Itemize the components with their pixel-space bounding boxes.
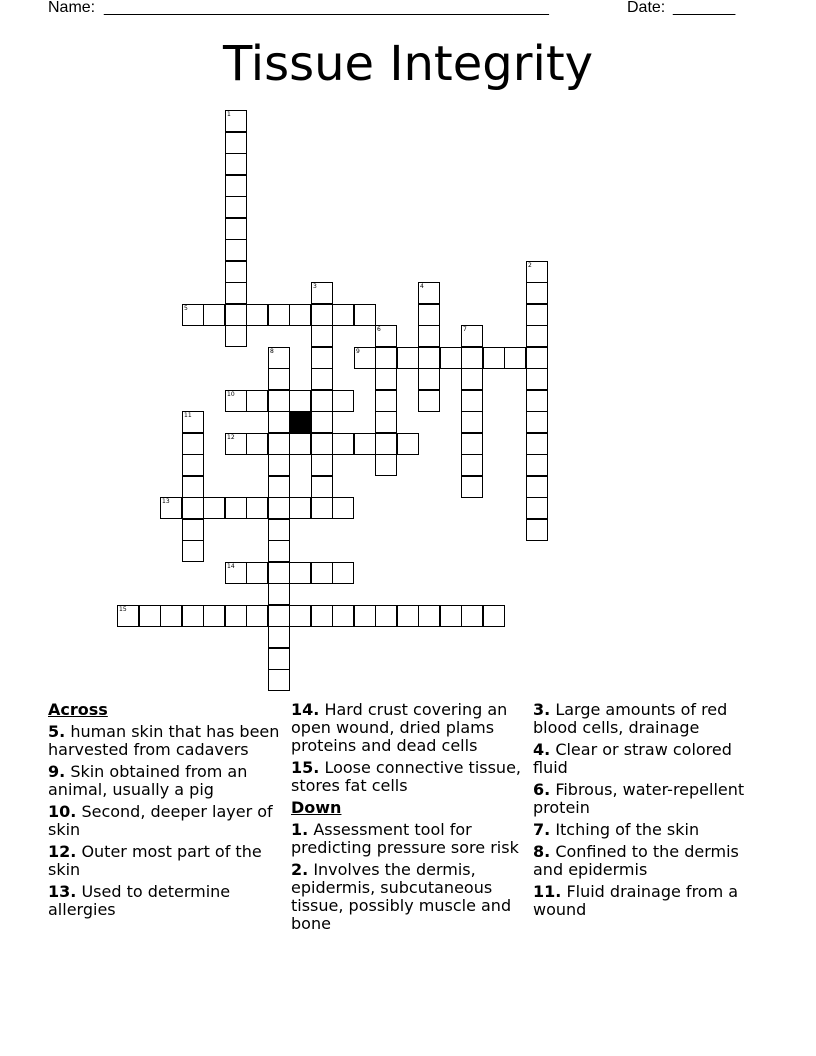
date-label: Date: — [627, 0, 666, 16]
grid-cell[interactable] — [354, 605, 376, 627]
grid-cell[interactable] — [289, 497, 311, 519]
name-label: Name: — [48, 0, 96, 16]
clue-down-6: 6. Fibrous, water-repellent protein — [533, 780, 745, 817]
clue-across-14: 14. Hard crust covering an open wound, dried plams proteins and dead cells — [291, 700, 508, 755]
grid-cell[interactable] — [375, 411, 397, 433]
grid-cell[interactable] — [418, 390, 440, 412]
clues-column-2 — [291, 701, 523, 937]
grid-cell[interactable] — [268, 519, 290, 541]
clue-number: 3 — [313, 283, 317, 290]
grid-cell[interactable] — [311, 304, 333, 326]
clue-number: 15 — [119, 606, 127, 613]
grid-cell[interactable] — [311, 347, 333, 369]
clue-across-5: 5. human skin that has been harvested from cadavers — [48, 722, 280, 759]
grid-cell[interactable] — [268, 605, 290, 627]
grid-cell[interactable] — [375, 390, 397, 412]
grid-cell[interactable] — [418, 605, 440, 627]
grid-cell[interactable] — [268, 583, 290, 605]
grid-cell[interactable] — [483, 347, 505, 369]
grid-cell[interactable] — [354, 304, 376, 326]
black-cell — [289, 411, 311, 433]
grid-cell[interactable] — [461, 390, 483, 412]
clue-number: 5 — [184, 305, 188, 312]
grid-cell[interactable] — [526, 347, 548, 369]
grid-cell[interactable] — [397, 433, 419, 455]
grid-cell[interactable] — [182, 411, 204, 433]
grid-cell[interactable] — [311, 411, 333, 433]
clue-number: 13 — [162, 498, 170, 505]
grid-cell[interactable] — [332, 433, 354, 455]
clue-number: 4 — [420, 283, 424, 290]
grid-cell[interactable] — [311, 390, 333, 412]
grid-cell[interactable] — [182, 605, 204, 627]
grid-cell[interactable] — [182, 304, 204, 326]
clue-across-10: 10. Second, deeper layer of skin — [48, 802, 273, 839]
clue-number: 10 — [227, 391, 235, 398]
grid-cell[interactable] — [311, 605, 333, 627]
grid-cell[interactable] — [289, 433, 311, 455]
grid-cell[interactable] — [375, 605, 397, 627]
grid-cell[interactable] — [203, 497, 225, 519]
grid-cell[interactable] — [289, 304, 311, 326]
grid-cell[interactable] — [375, 433, 397, 455]
grid-cell[interactable] — [461, 325, 483, 347]
grid-cell[interactable] — [289, 390, 311, 412]
clues-column-3 — [533, 701, 765, 923]
grid-cell[interactable] — [311, 562, 333, 584]
name-field[interactable]: __________________________________________________ — [104, 0, 549, 16]
grid-cell[interactable] — [225, 605, 247, 627]
clue-number: 7 — [463, 326, 467, 333]
grid-cell[interactable] — [526, 282, 548, 304]
grid-cell[interactable] — [268, 669, 290, 691]
grid-cell[interactable] — [182, 497, 204, 519]
grid-cell[interactable] — [225, 304, 247, 326]
clue-down-7: 7. Itching of the skin — [533, 820, 700, 839]
grid-cell[interactable] — [311, 433, 333, 455]
grid-cell[interactable] — [268, 411, 290, 433]
grid-cell[interactable] — [139, 605, 161, 627]
grid-cell[interactable] — [526, 454, 548, 476]
clue-down-8: 8. Confined to the dermis and epidermis — [533, 842, 739, 879]
clue-number: 2 — [528, 262, 532, 269]
grid-cell[interactable] — [225, 325, 247, 347]
grid-cell[interactable] — [225, 282, 247, 304]
grid-cell[interactable] — [268, 648, 290, 670]
grid-cell[interactable] — [354, 347, 376, 369]
grid-cell[interactable] — [225, 390, 247, 412]
grid-cell[interactable] — [375, 325, 397, 347]
grid-cell[interactable] — [268, 433, 290, 455]
clue-number: 6 — [377, 326, 381, 333]
grid-cell[interactable] — [225, 175, 247, 197]
grid-cell[interactable] — [225, 196, 247, 218]
grid-cell[interactable] — [526, 368, 548, 390]
grid-cell[interactable] — [526, 497, 548, 519]
grid-cell[interactable] — [461, 476, 483, 498]
grid-cell[interactable] — [461, 433, 483, 455]
grid-cell[interactable] — [311, 282, 333, 304]
clue-down-1: 1. Assessment tool for predicting pressure sore risk — [291, 820, 519, 857]
grid-cell[interactable] — [160, 605, 182, 627]
grid-cell[interactable] — [418, 325, 440, 347]
clue-number: 1 — [227, 111, 231, 118]
grid-cell[interactable] — [268, 497, 290, 519]
grid-cell[interactable] — [268, 540, 290, 562]
clue-across-13: 13. Used to determine allergies — [48, 882, 231, 919]
grid-cell[interactable] — [246, 497, 268, 519]
grid-cell[interactable] — [182, 476, 204, 498]
grid-cell[interactable] — [225, 110, 247, 132]
grid-cell[interactable] — [375, 368, 397, 390]
clue-number: 14 — [227, 563, 235, 570]
clues-column-1 — [48, 701, 280, 923]
grid-cell[interactable] — [418, 304, 440, 326]
grid-cell[interactable] — [182, 433, 204, 455]
grid-cell[interactable] — [526, 325, 548, 347]
grid-cell[interactable] — [483, 605, 505, 627]
grid-cell[interactable] — [440, 347, 462, 369]
grid-cell[interactable] — [440, 605, 462, 627]
clue-number: 11 — [184, 412, 192, 419]
grid-cell[interactable] — [397, 347, 419, 369]
grid-cell[interactable] — [268, 304, 290, 326]
grid-cell[interactable] — [418, 282, 440, 304]
grid-cell[interactable] — [418, 368, 440, 390]
grid-cell[interactable] — [311, 454, 333, 476]
grid-cell[interactable] — [225, 497, 247, 519]
grid-cell[interactable] — [397, 605, 419, 627]
grid-cell[interactable] — [268, 454, 290, 476]
grid-cell[interactable] — [354, 433, 376, 455]
grid-cell[interactable] — [289, 605, 311, 627]
grid-cell[interactable] — [289, 562, 311, 584]
grid-cell[interactable] — [203, 304, 225, 326]
clue-number: 12 — [227, 434, 235, 441]
grid-cell[interactable] — [461, 454, 483, 476]
grid-cell[interactable] — [225, 433, 247, 455]
grid-cell[interactable] — [332, 605, 354, 627]
grid-cell[interactable] — [461, 347, 483, 369]
grid-cell[interactable] — [332, 390, 354, 412]
grid-cell[interactable] — [418, 347, 440, 369]
clue-down-2: 2. Involves the dermis, epidermis, subcutaneous tissue, possibly muscle and bone — [291, 860, 512, 933]
clue-across-12: 12. Outer most part of the skin — [48, 842, 262, 879]
grid-cell[interactable] — [160, 497, 182, 519]
clue-down-3: 3. Large amounts of red blood cells, drainage — [533, 700, 728, 737]
grid-cell[interactable] — [526, 411, 548, 433]
grid-cell[interactable] — [246, 562, 268, 584]
grid-cell[interactable] — [311, 325, 333, 347]
grid-cell[interactable] — [268, 368, 290, 390]
grid-cell[interactable] — [526, 519, 548, 541]
grid-cell[interactable] — [182, 519, 204, 541]
grid-cell[interactable] — [246, 433, 268, 455]
grid-cell[interactable] — [268, 390, 290, 412]
puzzle-title: Tissue Integrity — [222, 36, 594, 92]
clue-number: 8 — [270, 348, 274, 355]
grid-cell[interactable] — [117, 605, 139, 627]
grid-cell[interactable] — [225, 218, 247, 240]
grid-cell[interactable] — [311, 368, 333, 390]
across-heading: Across — [48, 700, 108, 719]
grid-cell[interactable] — [246, 390, 268, 412]
grid-cell[interactable] — [246, 304, 268, 326]
clue-across-15: 15. Loose connective tissue, stores fat cells — [291, 758, 521, 795]
grid-cell[interactable] — [375, 347, 397, 369]
grid-cell[interactable] — [268, 476, 290, 498]
clue-down-11: 11. Fluid drainage from a wound — [533, 882, 739, 919]
down-heading: Down — [291, 798, 342, 817]
grid-cell[interactable] — [311, 497, 333, 519]
grid-cell[interactable] — [225, 261, 247, 283]
grid-cell[interactable] — [332, 562, 354, 584]
grid-cell[interactable] — [225, 153, 247, 175]
grid-cell[interactable] — [332, 497, 354, 519]
grid-cell[interactable] — [311, 476, 333, 498]
grid-cell[interactable] — [268, 347, 290, 369]
grid-cell[interactable] — [246, 605, 268, 627]
grid-cell[interactable] — [461, 411, 483, 433]
date-field[interactable]: _______ — [673, 0, 736, 16]
grid-cell[interactable] — [461, 605, 483, 627]
clue-across-9: 9. Skin obtained from an animal, usually a pig — [48, 762, 248, 799]
grid-cell[interactable] — [526, 261, 548, 283]
grid-cell[interactable] — [526, 304, 548, 326]
clue-down-4: 4. Clear or straw colored fluid — [533, 740, 732, 777]
grid-cell[interactable] — [203, 605, 225, 627]
grid-cell[interactable] — [225, 132, 247, 154]
grid-cell[interactable] — [225, 239, 247, 261]
grid-cell[interactable] — [461, 368, 483, 390]
grid-cell[interactable] — [526, 390, 548, 412]
grid-cell[interactable] — [526, 433, 548, 455]
grid-cell[interactable] — [182, 454, 204, 476]
grid-cell[interactable] — [504, 347, 526, 369]
grid-cell[interactable] — [332, 304, 354, 326]
grid-cell[interactable] — [268, 626, 290, 648]
grid-cell[interactable] — [375, 454, 397, 476]
grid-cell[interactable] — [225, 562, 247, 584]
clue-number: 9 — [356, 348, 360, 355]
grid-cell[interactable] — [182, 540, 204, 562]
grid-cell[interactable] — [526, 476, 548, 498]
grid-cell[interactable] — [268, 562, 290, 584]
